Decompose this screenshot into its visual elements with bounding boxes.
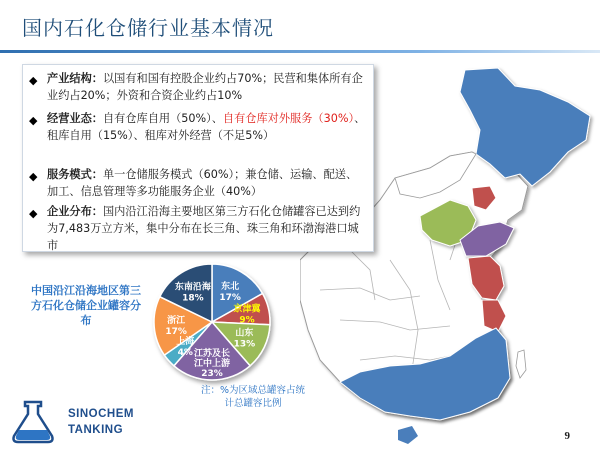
pie-slice-value: 17%: [219, 292, 241, 303]
bullet-heading: 企业分布：: [47, 205, 103, 218]
pie-slice-label: 京津冀: [233, 304, 261, 315]
bullet-industry-structure: [29, 70, 367, 104]
bullet-text: 以国有和国有控股企业约占70%；民营和集体所有企业约占20%；外资和合资企业约占10%: [47, 72, 363, 102]
bullet-heading: 服务模式：: [47, 168, 103, 181]
map-region-zhejiang: [482, 300, 506, 332]
pie-slice-label: 江苏及长: [193, 348, 231, 359]
bullet-text: 单一仓储服务模式（60%）；兼仓储、运输、配送、加工、信息管理等多功能服务企业（40%）: [47, 168, 358, 198]
map-region-taiwan: [516, 350, 526, 378]
bullet-heading: 产业结构：: [47, 72, 103, 85]
page-number: 9: [564, 430, 570, 442]
bullet-text: 国内沿江沿海主要地区第三方石化仓储罐容已达到约为7,483万立方米，集中分布在长三角、珠三角和环渤海港口城市: [47, 205, 361, 252]
pie-slice-value: 18%: [182, 293, 204, 304]
pie-note: 注：%为区域总罐容占统计总罐容比例: [200, 385, 306, 409]
pie-slice-value: 13%: [233, 339, 256, 350]
pie-slice-label: 上海: [176, 337, 195, 348]
diamond-bullet-icon: ◆: [29, 74, 38, 87]
pie-slice-value: 17%: [165, 326, 187, 337]
summary-box: [22, 64, 374, 252]
bullet-enterprise-distribution: [29, 203, 367, 254]
map-region-hainan: [398, 426, 418, 444]
pie-slice-label: 江中上游: [193, 358, 231, 369]
logo-line-2: TANKING: [68, 424, 124, 436]
pie-slice-value: 9%: [239, 315, 255, 326]
pie-slice-label: 东南沿海: [174, 282, 211, 293]
bullet-service-mode: [29, 166, 367, 200]
diamond-bullet-icon: ◆: [29, 207, 38, 220]
bullet-highlight-text: 自有仓库对外服务（30%）: [222, 112, 355, 125]
bullet-heading: 经营业态：: [47, 112, 103, 125]
logo-wordmark: [68, 406, 134, 438]
pie-slice-value: 23%: [201, 368, 223, 379]
title-divider: [0, 50, 600, 53]
sinochem-logo-icon: [8, 398, 58, 446]
pie-slice-label: 浙江: [167, 315, 186, 326]
bullet-text: 、租库自用（15%）、租库对外经营（不足5%）: [47, 112, 366, 142]
pie-slice-value: 4%: [177, 348, 193, 359]
capacity-pie-chart: [150, 258, 280, 388]
pie-slice-label: 东北: [221, 281, 240, 292]
bullet-business-model: [29, 110, 367, 144]
diamond-bullet-icon: ◆: [29, 170, 38, 183]
logo-line-1: SINOCHEM: [68, 408, 134, 420]
page-title: 国内石化仓储行业基本情况: [22, 16, 274, 40]
pie-chart-title: 中国沿江沿海地区第三方石化仓储企业罐容分布: [31, 284, 141, 327]
pie-slice-label: 山东: [235, 328, 254, 339]
bullet-text: 自有仓库自用（50%）、: [102, 112, 223, 125]
diamond-bullet-icon: ◆: [29, 114, 38, 127]
